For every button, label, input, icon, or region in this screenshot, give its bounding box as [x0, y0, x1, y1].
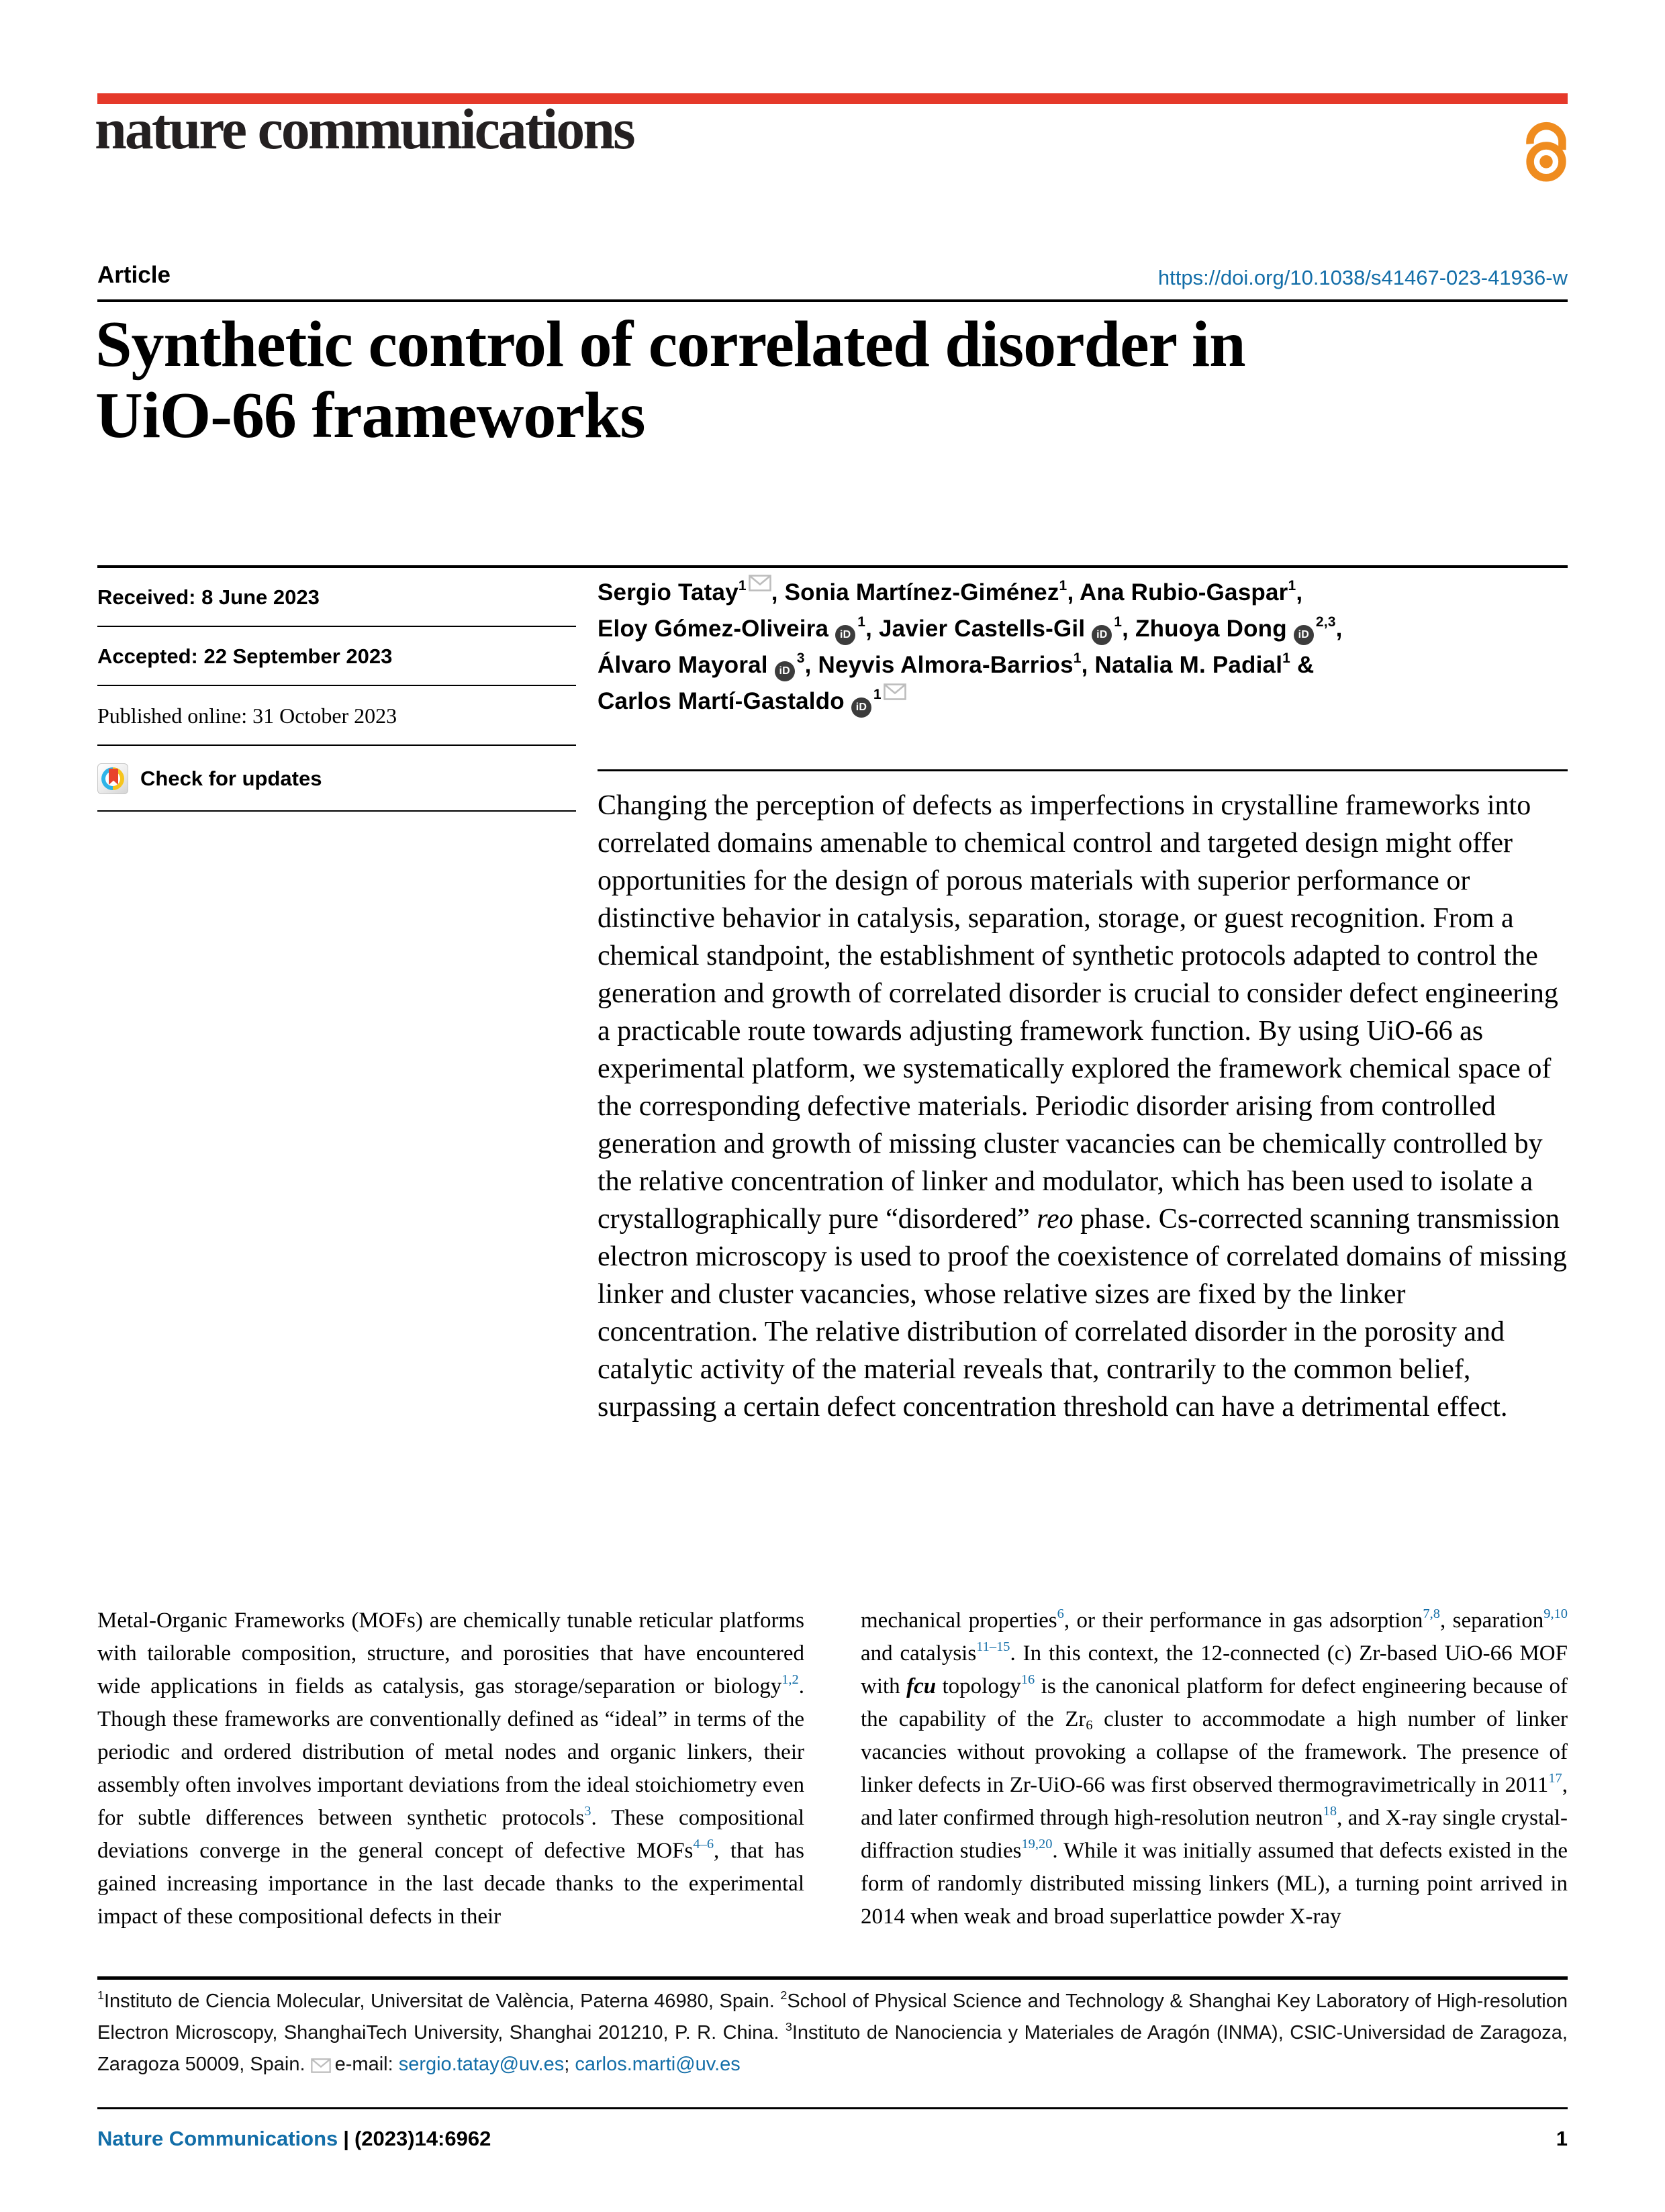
- body-column-right: mechanical properties$^6$, or their performance in gas adsorption$^{7,8}$, separation$^{9,10}$ and catalysis$^{11-15}$. In this context, the 12-connected (c) Zr-based UiO-66 MOF with fcu topology$^{16}$ is the canonical platform for defect engineering because of the capability of the $Zr_6$ cluster to accommodate a high number of linker vacancies without provoking a collapse of the framework. The presence of linker defects in Zr-UiO-66 was first observed thermogravimetrically in 2011$^{17}$, and later confirmed through high-resolution neutron$^{18}$, and X-ray single crystal-diffraction studies$^{19,20}$. While it was initially assumed that defects existed in the form of randomly distributed missing linkers (ML), a turning point arrived in 2014 when weak and broad superlattice powder X-ray: [861, 1606, 1568, 1929]
- author-line: Álvaro Mayoral $iD^3$, Neyvis Almora-Barrios$^1$, Natalia M. Padial$^1$ &: [598, 647, 1578, 683]
- article-history-sidebar: [97, 568, 576, 812]
- orcid-icon[interactable]: iD: [775, 661, 795, 681]
- affiliation-number: 1: [97, 1988, 104, 2003]
- orcid-icon[interactable]: iD: [1092, 625, 1112, 645]
- author-name: Álvaro Mayoral: [598, 652, 768, 678]
- page-title: [95, 309, 1512, 451]
- author-name: Ana Rubio-Gaspar: [1080, 579, 1288, 606]
- check-for-updates-button[interactable]: [97, 746, 576, 812]
- envelope-icon: [749, 566, 771, 602]
- citation-ref[interactable]: 4–6: [693, 1837, 714, 1852]
- author-name: Neyvis Almora-Barrios: [818, 652, 1074, 678]
- footer-journal-name[interactable]: Nature Communications: [97, 2127, 338, 2150]
- citation-ref[interactable]: 1,2: [781, 1672, 799, 1687]
- author-name: Natalia M. Padial: [1094, 652, 1283, 678]
- orcid-icon[interactable]: iD: [1294, 625, 1314, 645]
- affiliation-superscript: 3: [796, 651, 805, 667]
- author-name: Javier Castells-Gil: [878, 616, 1086, 642]
- citation-ref[interactable]: 3: [584, 1804, 591, 1819]
- affiliation-number: 3: [785, 2020, 792, 2034]
- affiliation-number: 2: [780, 1988, 788, 2003]
- citation-ref[interactable]: 16: [1020, 1672, 1035, 1687]
- divider-above-footer: [97, 2107, 1568, 2109]
- footer-citation: [97, 2127, 491, 2151]
- orcid-icon[interactable]: iD: [851, 698, 871, 718]
- affiliation-superscript: 1: [1282, 651, 1291, 667]
- affiliation-superscript: 1: [1059, 578, 1067, 594]
- citation-ref[interactable]: 6: [1057, 1606, 1064, 1621]
- title-line-2: UiO-66 frameworks: [95, 379, 645, 452]
- affiliations-footnote: $^1$Instituto de Ciencia Molecular, Universitat de València, Paterna 46980, Spain. $^2$School of Physical Science and Technology & Shanghai Key Laboratory of High-resolution Electron Microscopy, ShanghaiTech University, Shanghai 201210, P. R. China. $^3$Instituto de Nanociencia y Materiales de Aragón (INMA), CSIC-Universidad de Zaragoza, Zaragoza 50009, Spain. e-mail: sergio.tatay@uv.es; carlos.marti@uv.es: [97, 1986, 1568, 2083]
- open-access-icon: [1523, 109, 1570, 182]
- chemical-subscript: 6: [1086, 1718, 1093, 1733]
- email-link[interactable]: carlos.marti@uv.es: [575, 2054, 741, 2075]
- author-name: Sergio Tatay: [598, 579, 739, 606]
- article-type-label: Article: [97, 262, 171, 288]
- footer-citation-number: (2023)14:6962: [354, 2127, 491, 2150]
- affiliation-superscript: 1: [1288, 578, 1296, 594]
- author-list: [598, 575, 1578, 720]
- italic-term: reo: [1037, 1204, 1074, 1235]
- topology-term: fcu: [906, 1674, 937, 1698]
- published-date: Published online: 31 October 2023: [97, 686, 576, 746]
- affiliation-superscript: 1: [738, 578, 747, 594]
- doi-link[interactable]: https://doi.org/10.1038/s41467-023-41936-w: [1157, 266, 1568, 289]
- email-link[interactable]: sergio.tatay@uv.es: [398, 2054, 565, 2075]
- footer-separator: |: [343, 2127, 349, 2150]
- citation-ref[interactable]: 19,20: [1021, 1837, 1053, 1852]
- author-name: Eloy Gómez-Oliveira: [598, 616, 829, 642]
- affiliation-superscript: 2,3: [1315, 614, 1336, 630]
- affiliation-superscript: 1: [1114, 614, 1123, 630]
- citation-ref[interactable]: 11–15: [976, 1639, 1010, 1654]
- citation-ref[interactable]: 17: [1548, 1771, 1562, 1786]
- author-line: Eloy Gómez-Oliveira $iD^1$, Javier Castells-Gil $iD^1$, Zhuoya Dong iD$^{2,3}$,: [598, 611, 1578, 647]
- title-line-1: Synthetic control of correlated disorder in: [95, 308, 1245, 381]
- accepted-date: Accepted: 22 September 2023: [97, 627, 576, 686]
- author-line: [598, 683, 1578, 720]
- citation-ref[interactable]: 9,10: [1543, 1606, 1568, 1621]
- affiliation-superscript: 1: [873, 687, 882, 703]
- citation-ref[interactable]: 18: [1323, 1804, 1337, 1819]
- envelope-icon: [884, 675, 906, 711]
- divider-under-article-label: [97, 299, 1568, 302]
- divider-above-abstract: [598, 769, 1568, 771]
- affiliation-superscript: 1: [1073, 651, 1082, 667]
- affiliation-superscript: 1: [857, 614, 866, 630]
- journal-logo: nature communications: [95, 97, 634, 161]
- author-name: Sonia Martínez-Giménez: [784, 579, 1059, 606]
- divider-above-affiliations: [97, 1976, 1568, 1980]
- citation-ref[interactable]: 7,8: [1423, 1606, 1440, 1621]
- abstract: Changing the perception of defects as imperfections in crystalline frameworks into correlated domains amenable to chemical control and targeted design might offer opportunities for the design of porous materials with superior performance or distinctive behavior in catalysis, separation, storage, or guest recognition. From a chemical standpoint, the establishment of synthetic protocols adapted to control the generation and growth of correlated disorder is crucial to consider defect engineering a practicable route towards adjusting framework function. By using UiO-66 as experimental platform, we systematically explored the framework chemical space of the corresponding defective materials. Periodic disorder arising from controlled generation and growth of missing cluster vacancies can be chemically controlled by the relative concentration of linker and modulator, which has been used to isolate a crystallographically pure “disordered” reo phase. Cs-corrected scanning transmission electron microscopy is used to proof the coexistence of correlated domains of missing linker and cluster vacancies, whose relative sizes are fixed by the linker concentration. The relative distribution of correlated disorder in the porosity and catalytic activity of the material reveals that, contrarily to the common belief, surpassing a certain defect concentration threshold can have a detrimental effect.: [598, 790, 1567, 1423]
- body-column-left: Metal-Organic Frameworks (MOFs) are chemically tunable reticular platforms with tailorable composition, structure, and porosities that have encountered wide applications in fields as catalysis, gas storage/separation or biology$^{1,2}$. Though these frameworks are conventionally defined as “ideal” in terms of the periodic and ordered distribution of metal nodes and organic linkers, their assembly often involves important deviations from the ideal stoichiometry even for subtle differences between synthetic protocols$^3$. These compositional deviations converge in the general concept of defective MOFs$^{4-6}$, that has gained increasing importance in the last decade thanks to the experimental impact of these compositional defects in their: [97, 1608, 805, 1929]
- orcid-icon[interactable]: iD: [835, 625, 855, 645]
- crossmark-icon: [97, 763, 128, 794]
- page-number: 1: [1556, 2127, 1568, 2150]
- envelope-icon: [311, 2052, 331, 2083]
- received-date: Received: 8 June 2023: [97, 568, 576, 627]
- author-name: Carlos Martí-Gastaldo: [598, 688, 845, 714]
- author-line: Sergio Tatay$^1$ , Sonia Martínez-Giménez$^1$, Ana Rubio-Gaspar$^1$,: [598, 575, 1578, 611]
- author-name: Zhuoya Dong: [1135, 616, 1287, 642]
- page-footer: [97, 2127, 1568, 2151]
- check-for-updates-label: Check for updates: [140, 767, 322, 790]
